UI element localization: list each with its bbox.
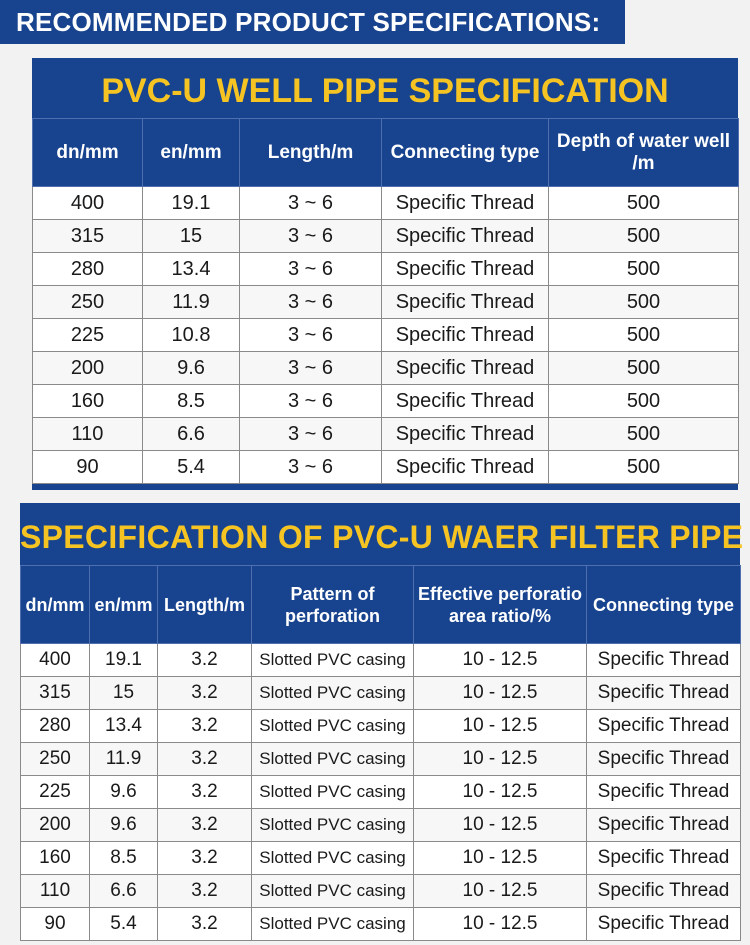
- table-cell: 500: [549, 385, 739, 418]
- table-cell: 110: [21, 875, 90, 908]
- table-cell: 110: [33, 418, 143, 451]
- table-row: [21, 743, 741, 776]
- table-cell: 3.2: [158, 908, 252, 941]
- table-cell: 10 - 12.5: [414, 710, 587, 743]
- table-cell: 90: [21, 908, 90, 941]
- table-cell: Specific Thread: [587, 875, 741, 908]
- table-cell: Slotted PVC casing: [252, 710, 414, 743]
- table-cell: 19.1: [143, 187, 240, 220]
- column-header: dn/mm: [33, 119, 143, 187]
- table-cell: Specific Thread: [587, 710, 741, 743]
- table-row: [33, 385, 739, 418]
- table-cell: Slotted PVC casing: [252, 743, 414, 776]
- table-cell: Slotted PVC casing: [252, 644, 414, 677]
- table-cell: 3 ~ 6: [240, 451, 382, 484]
- table-cell: 15: [90, 677, 158, 710]
- table-cell: 500: [549, 418, 739, 451]
- table-row: [21, 776, 741, 809]
- column-header: en/mm: [90, 566, 158, 644]
- table-cell: 3 ~ 6: [240, 418, 382, 451]
- well-pipe-spec-table: [32, 118, 739, 484]
- table-cell: 3.2: [158, 776, 252, 809]
- table-cell: 3.2: [158, 710, 252, 743]
- table-row: [33, 253, 739, 286]
- table-header-row: [21, 566, 741, 644]
- table-row: [33, 319, 739, 352]
- table-cell: 5.4: [90, 908, 158, 941]
- filter-pipe-spec-title: SPECIFICATION OF PVC-U WAER FILTER PIPE: [20, 519, 744, 555]
- table-row: [21, 809, 741, 842]
- table-cell: Specific Thread: [382, 451, 549, 484]
- table-cell: 200: [33, 352, 143, 385]
- table-cell: 10.8: [143, 319, 240, 352]
- table-cell: 500: [549, 352, 739, 385]
- well-pipe-spec-title: PVC-U WELL PIPE SPECIFICATION: [101, 72, 669, 110]
- column-header: dn/mm: [21, 566, 90, 644]
- table-cell: Specific Thread: [382, 385, 549, 418]
- table-cell: 225: [33, 319, 143, 352]
- table-cell: 10 - 12.5: [414, 842, 587, 875]
- table-cell: Slotted PVC casing: [252, 809, 414, 842]
- table-cell: Specific Thread: [382, 319, 549, 352]
- table-row: [33, 187, 739, 220]
- table-cell: Slotted PVC casing: [252, 677, 414, 710]
- table-cell: 500: [549, 286, 739, 319]
- table-cell: 13.4: [90, 710, 158, 743]
- table-cell: 3.2: [158, 743, 252, 776]
- table-cell: 400: [21, 644, 90, 677]
- table-cell: 315: [21, 677, 90, 710]
- table-cell: 9.6: [90, 776, 158, 809]
- table-cell: Specific Thread: [382, 220, 549, 253]
- table-header-row: [33, 119, 739, 187]
- table-cell: 9.6: [143, 352, 240, 385]
- table-cell: 10 - 12.5: [414, 908, 587, 941]
- table-cell: 200: [21, 809, 90, 842]
- table-cell: 10 - 12.5: [414, 743, 587, 776]
- table-cell: 8.5: [90, 842, 158, 875]
- table-cell: 3 ~ 6: [240, 220, 382, 253]
- table-cell: 280: [21, 710, 90, 743]
- table-cell: 3 ~ 6: [240, 286, 382, 319]
- table-cell: 8.5: [143, 385, 240, 418]
- table-cell: 3 ~ 6: [240, 187, 382, 220]
- table-cell: Specific Thread: [382, 187, 549, 220]
- table-cell: Slotted PVC casing: [252, 875, 414, 908]
- table-cell: 15: [143, 220, 240, 253]
- table-row: [33, 418, 739, 451]
- table-cell: 500: [549, 253, 739, 286]
- table-cell: 10 - 12.5: [414, 677, 587, 710]
- column-header: Length/m: [158, 566, 252, 644]
- column-header: Connecting type: [382, 119, 549, 187]
- table-cell: Specific Thread: [587, 743, 741, 776]
- table-cell: Slotted PVC casing: [252, 908, 414, 941]
- table-cell: 160: [21, 842, 90, 875]
- table-cell: 500: [549, 187, 739, 220]
- table-cell: 3 ~ 6: [240, 253, 382, 286]
- table-cell: Specific Thread: [587, 677, 741, 710]
- table-row: [21, 842, 741, 875]
- table-cell: 11.9: [90, 743, 158, 776]
- table-cell: Specific Thread: [587, 908, 741, 941]
- column-header: Depth of water well /m: [549, 119, 739, 187]
- table-row: [21, 908, 741, 941]
- table-cell: 3.2: [158, 644, 252, 677]
- table-cell: 6.6: [90, 875, 158, 908]
- filter-pipe-spec-section: [20, 503, 744, 941]
- table-cell: 225: [21, 776, 90, 809]
- filter-pipe-spec-table: [20, 565, 741, 941]
- table-cell: 280: [33, 253, 143, 286]
- table-cell: 9.6: [90, 809, 158, 842]
- table-cell: 160: [33, 385, 143, 418]
- table-row: [33, 352, 739, 385]
- column-header: Pattern of perforation: [252, 566, 414, 644]
- column-header: Connecting type: [587, 566, 741, 644]
- table-cell: 500: [549, 220, 739, 253]
- table-cell: 500: [549, 319, 739, 352]
- table-cell: 13.4: [143, 253, 240, 286]
- table-cell: 10 - 12.5: [414, 875, 587, 908]
- column-header: en/mm: [143, 119, 240, 187]
- table-cell: 3 ~ 6: [240, 319, 382, 352]
- table-cell: 250: [33, 286, 143, 319]
- table-row: [21, 710, 741, 743]
- table-cell: 10 - 12.5: [414, 644, 587, 677]
- table-row: [21, 644, 741, 677]
- table-cell: Slotted PVC casing: [252, 776, 414, 809]
- table-cell: 3.2: [158, 842, 252, 875]
- table-cell: Specific Thread: [587, 776, 741, 809]
- table-cell: 11.9: [143, 286, 240, 319]
- table-cell: 3.2: [158, 875, 252, 908]
- table-cell: Specific Thread: [587, 809, 741, 842]
- table-cell: 250: [21, 743, 90, 776]
- table-row: [21, 677, 741, 710]
- table-cell: 3.2: [158, 809, 252, 842]
- well-pipe-spec-section: [32, 58, 738, 490]
- page-banner: RECOMMENDED PRODUCT SPECIFICATIONS:: [0, 0, 625, 44]
- table-cell: 10 - 12.5: [414, 809, 587, 842]
- table-cell: Specific Thread: [587, 644, 741, 677]
- table-cell: 400: [33, 187, 143, 220]
- table-cell: Slotted PVC casing: [252, 842, 414, 875]
- table-cell: 3 ~ 6: [240, 352, 382, 385]
- table-row: [33, 286, 739, 319]
- table-row: [33, 220, 739, 253]
- table-cell: 3.2: [158, 677, 252, 710]
- table-cell: Specific Thread: [587, 842, 741, 875]
- table-cell: 6.6: [143, 418, 240, 451]
- table-cell: Specific Thread: [382, 352, 549, 385]
- table-cell: 3 ~ 6: [240, 385, 382, 418]
- table-cell: 500: [549, 451, 739, 484]
- table-row: [33, 451, 739, 484]
- table-cell: 5.4: [143, 451, 240, 484]
- table-cell: Specific Thread: [382, 286, 549, 319]
- column-header: Length/m: [240, 119, 382, 187]
- column-header: Effective perforatio area ratio/%: [414, 566, 587, 644]
- table-cell: 10 - 12.5: [414, 776, 587, 809]
- table-cell: 90: [33, 451, 143, 484]
- table-cell: Specific Thread: [382, 418, 549, 451]
- table-cell: 19.1: [90, 644, 158, 677]
- table-row: [21, 875, 741, 908]
- table-cell: Specific Thread: [382, 253, 549, 286]
- table-cell: 315: [33, 220, 143, 253]
